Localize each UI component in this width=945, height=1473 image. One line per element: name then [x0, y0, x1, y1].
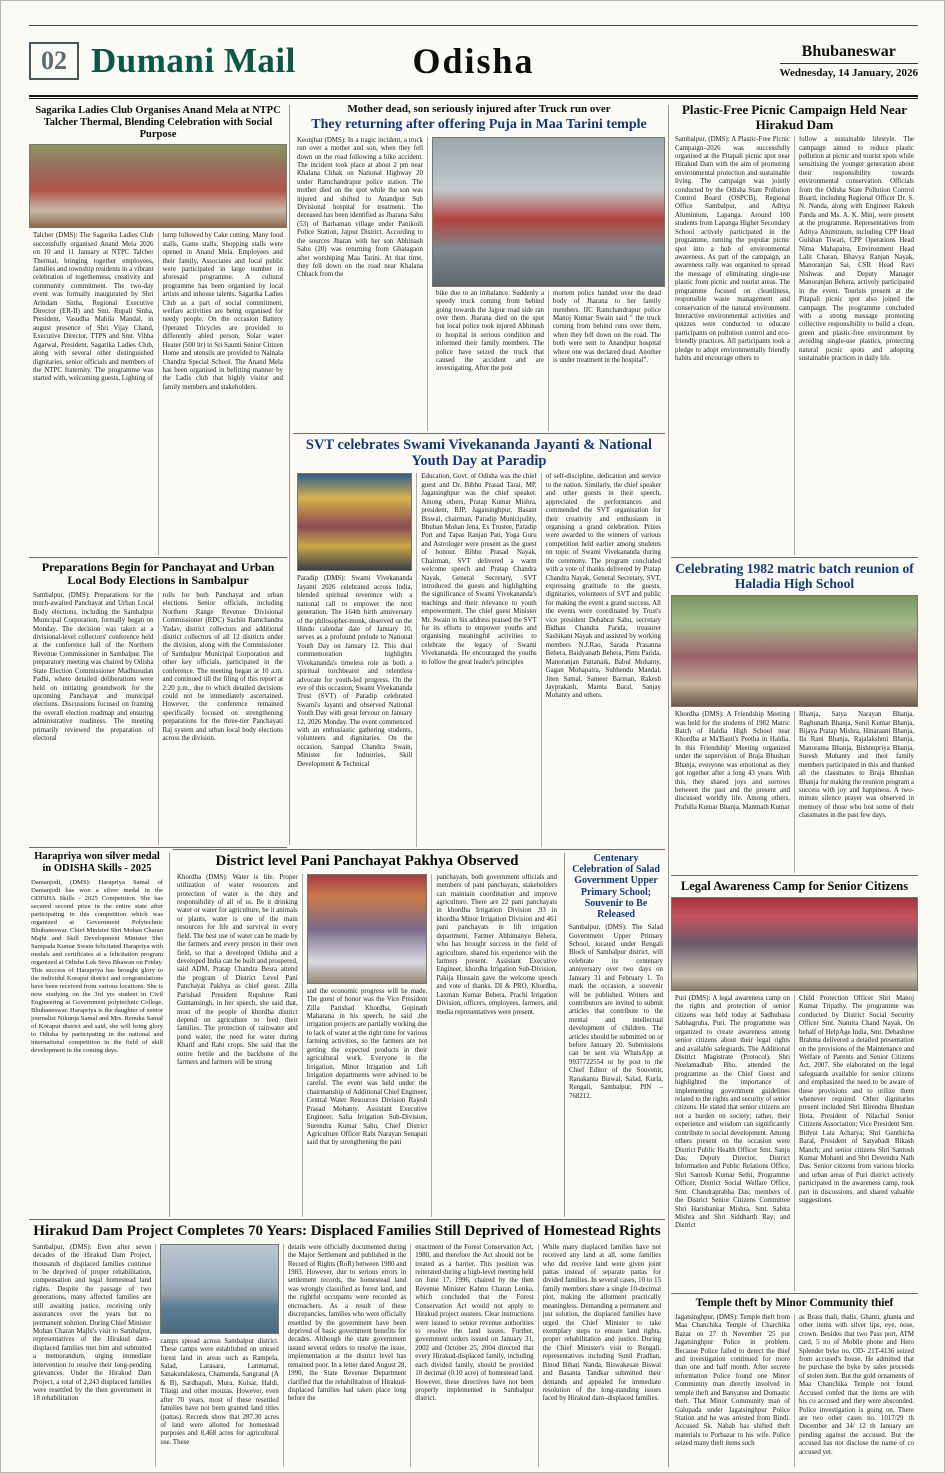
headline: Celebrating 1982 matric batch reunion of Haladia High School: [675, 561, 914, 592]
body-column: Bhanja, Satya Narayan Bhanja, Raghunath Bhanja, Sunil Kumar Bhanja, Bijaya Pratap Mishra, Hinaraani Bhanja, Ila Rani Bhanja, Rajalakshmi Bhanja, Manorama Bhanja, Bishnupriya Bhanja, Suresh Mohanty and their family members participated in this and thanked all the classmates to Braja Bhushan Bhanja for making the reunion program a success with joy and happiness. A two-minute silence prayer was observed in memory of those who lost some of their classmates in the past few days.: [794, 711, 918, 873]
body-text: camps spread across Sambalpur district. These camps were established on unused forest land in areas such as Rampela, Salad, Larasara, Lanmamal, Sanakundakesra, Chamunda, Sangranal (A & B), Sardhapali, Mura, Kulsar, Haldi, Tilaigi and other mouzas. However, even after 70 years, most of these resettled families have not been granted land titles (pattas). Records show that 287.30 acres of land were allotted for homestead purposes and 8,468 acres for agricultural use. These: [160, 1337, 279, 1446]
body-column: Child Protection Officer Shri Manoj Kumar Tripathy. The programme was conducted by District Social Security Officer Smt. Namita Chand Nayak. On behalf of HelpAge India, Smt. Debashree Brahma delivered a detailed presentation on the provisions of the Maintenance and Welfare of Parents and Senior Citizens Act, 2007. She elaborated on the legal safeguards available for senior citizens and emphasized the need to be aware of these provisions and to utilize them whenever required. Other dignitaries present included Shri Birendra Bhushan Hota, President of Nilachal Senior Citizens Association; Vice President Smt. Bidyut Lata Acharya; Shri Gunthicha Baral, President of Satyabadi Bikash Manch; and senior citizens Shri Santosh Kumar Mohanti and Shri Devendra Nath Das. Senior citizens from various blocks and urban areas of Puri district actively participated in the awareness camp, took part in discussions, and shared valuable suggestions.: [794, 995, 918, 1291]
edition-info: [780, 43, 918, 79]
body-column: Sambalpur, (DMS): A Plastic-Free Picnic Campaign–2026 was successfully organised at the Pitapali picnic spot near Hirakud Dam with the aim of promoting environmental protection and sustainable living. The campaign was jointly conducted by the Odisha State Pollution Control Board (OSPCB), Regional Office Sambalpur, and Aditya Aluminium, Lapanga. Around 100 students from Lapanga Higher Secondary School actively participated in the programme, turning the popular picnic spot into a hub of environmental awareness. As part of the campaign, an awareness rally was organised to spread the message of eliminating single-use plastic from picnic and tourist areas. The programme focused on cleanliness, responsible waste management and conservation of the natural environment. Interactive environmental activities and quizzes were conducted to educate participants on pollution control and eco-friendly practices. All participants took a pledge to adopt environmentally friendly habits and encourage others to: [675, 136, 790, 363]
headline: SVT celebrates Swami Vivekananda Jayanti & National Youth Day at Paradip: [305, 437, 653, 470]
body-column: lump followed by Cake cutting. Many food stalls, Game stalls, Shopping stalls were opened in Anand Mela. Employees and their family, Associates and local public were participated in large number in aforesaid programme. A cultural programme has been organised by local artists and inhouse talents. Sagarika Ladies Club as a part of social commitment, welfare activities are being organised for needy people. On the occasion Battery Operated Tricycles are provided to differently abled person, Solar water Heater (500 ltr) to Sri Saunti Senior Citizen Home and utensils are provided to Nalnala Chandra Special School. The Anand Mela has been organised in befitting manner by the Ladis club that highly visitor and family members and stakeholders.: [158, 232, 288, 555]
article-svt-jayanti: [293, 437, 665, 847]
headline: Centenary Celebration of Salad Government Upper Primary School; Souvenir to Be Released: [572, 853, 660, 920]
headline: Hirakud Dam Project Completes 70 Years: Displaced Families Still Deprived of Homestead Rights: [33, 1223, 661, 1239]
section-divider: [173, 849, 665, 850]
reunion-group-photo: [671, 595, 918, 707]
article-temple-theft: [671, 1297, 918, 1467]
section-divider: [671, 875, 918, 876]
article-right-block: [427, 137, 665, 431]
body-column: panchayats, both government officials and members of pani panchayats, stakeholders can maintain coordination and improve agriculture. There are 22 pani panchayats in khordha Irrigation Division ,93 in khordha Minor Irrigation Division and 461 pani panchayats in lift irrigation department. Farmer Abhimanyu Behera, who has brought success in the field of agriculture, shared his experience with the farmers present. Assistant Executive Engineer, khordha Irrigation Sub-Division, Pakija Hussain gave the welcome speech and vote of thanks. DI & PRO, Khordha, Laxman Kumar Behera, Prachi Irrigation Division, officers, employees, farmers, and media representatives were present.: [431, 874, 561, 1217]
body-column: Khordha (DMS): Water is life. Proper utilization of water resources and protection of water is the duty and responsibility of all of us. Be it drinking water or water for agriculture, be it animals or plants, water is one of the main resources for life and survival in every field. The best use of water can be made by the farmers and every person in their own field, so that a developed Odisha and a developed India can be built and prospered, said ADM, Pratap Chandra Besra attend the program of District Level Pani Panchayat Pakhya as chief guest. Zilla Parishad President Rupshree Rani Gumansingh, in her speech, she said that, most of the people of khordha district depend on agriculture to feed their families. The protection of rainwater and pond water, the need for water during Kharif and Rabi crops. She said that the entire fertile and the backbone of the farmers and farmers will be strong: [177, 873, 298, 1067]
article-anand-mela: [29, 105, 287, 555]
body-column: as Brass thali, thalis, Ghanti, ghanta and other items with silver lips, eye, nose, crown. Besides that two Pass port, ATM card, 5 no of Mobile phone and Hero Splender byke no. OD- 21T-4136 seized from accused's house. He admitted that he purchase the byke by sales proceeds of stolen item. But the gold ornaments of Maa Chanchika Temple not found. Accused confed that the items are with his co accused and they were absconded. Police investigation is going on. There are two other cases no. 1017/29 th December and 34/ 12 th January are pending against the accused. But the accused has not disclose the name of co accused yet.: [794, 1314, 918, 1467]
headline: Harapriya won silver medal in ODISHA Skills - 2025: [34, 851, 160, 874]
headline: Preparations Begin for Panchayat and Urban Local Body Elections in Sambalpur: [41, 561, 275, 588]
body-column: [293, 473, 416, 847]
page-number: 02: [29, 42, 79, 80]
pani-panchayat-photo: [307, 874, 428, 984]
headline: Sagarika Ladies Club Organises Anand Mela at NTPC Talcher Thermal, Blending Celebration with Social Purpose: [35, 105, 281, 140]
article-pani-panchayat: [173, 853, 561, 1217]
page-header: [29, 25, 918, 97]
body-column: Khordha (DMS): A Friendship Meeting was held for the students of 1982 Matric Batch of Haldia High School near Khordha at Ma'Bauti's Peetha in Haldia. In this Friendship' Meeting organized under the supervision of Braja Bhushan Bhanja, everyone was emotional as they got together after a long 43 years. With this, they shared joys and sorrows between the past and the present and discussed worldly life. Among others, Prafulla Kumar Bhanja, Manmath Kumar: [675, 711, 790, 811]
body-column: Jagatsinghpur, (DMS): Temple theft from Maa Chanchika Temple of Charchika Bazar on 27 th November '25 put Jagatsinghpur Police in problem. Because Police failed to detect the thief and investigation continued for more than one and half month. After secrete information Police found one Minor Community man directly involved in temple theft and Banyansu and Domastic theft. That Minor Community man of Galupada under Jagatsinghpur Police Station and he was arrested from Bindi. Accused Sk. Nabab has shifted theft materials to Porbazar to his wife. Police seized many theft items such: [675, 1313, 790, 1448]
kicker-headline: Mother dead, son seriously injured after Truck run over: [347, 103, 611, 115]
article-truck-accident: [293, 103, 665, 431]
body-column: Puri (DMS): A legal awareness camp on the rights and protection of senior citizens was held today at Sadhubasa Sabhagruha, Puri. The programme was organized to create awareness among senior citizens about their legal rights and available safeguards. The Additional District Magistrate (Protocol), Shri Neelamadhab Bho, attended the programme as the Chief Guest and highlighted the importance of implementing government guidelines related to the rights and security of senior citizens. He stated that senior citizens are not a burden on society; rather, their experience and wisdom can significantly contribute to social development. Among others present on the occasion were District Public Health Officer Smt. Sanju Das, Deputy Director, District Information and Public Relations Office, Shri Santosh Kumar Sethi, Programme Officer, District Social Welfare Office, Smt. Chandraprabha Das; members of the District Senior Citizens Committee Shri Harishankar Mishra, Smt. Sabita Mishra and Shri Siddharth Ray; and District: [675, 995, 790, 1230]
column-divider: [564, 853, 565, 1217]
article-plastic-free-campaign: [671, 103, 918, 555]
edition-city: Bhubaneswar: [780, 43, 918, 64]
accident-scene-photo: [432, 137, 665, 287]
body-column: Sambalpur, (DMS): Even after seven decades of the Hirakud Dam Project, thousands of displaced families continue to be deprived of proper rehabilitation, compensation and legal homestead land rights. Despite the passage of two generations, many affected families are still awaiting justice, receiving only assurances over the years but no permanent solution. During Chief Minister Mohan Charan Majhi's visit to Sambalpur, representatives of the Hirakud dam–displaced families met him and submitted a memorandum, urging immediate intervention to resolve their long-pending grievances. Under the Hirakud Dam Project, a total of 2,243 displaced families were resettled by the then government in 18 rehabilitation: [33, 1243, 152, 1403]
section-divider: [671, 1293, 918, 1294]
body-column: [302, 874, 432, 1217]
body-text: and the economic progress will be made. The guest of honor was the Vice President Zilla Parishad Khordha, Gopinath Maharana in his speech, he said ,the irrigation projects are partially working due to lack of water at the right time for various farming activities, so the farmers are not getting the expected products in their agricultural work. Everyone in the Irrigation, Minor Irrigation and Lift Irrigation departments were advised to be careful. The event was held under the chairmanship of Additional Chief Engineer, Central Water Resources Division Rajesh Prasad Mohanty. Assistant Executive Engineer, Salia Irrigation Sub-Division, Surendra Kumar Sahu, Chief District Agriculture Officer Rabi Narayan Senapati said that by strengthening the pani: [306, 987, 428, 1147]
column-divider: [169, 853, 170, 1217]
body-text: Damanjodi, (DMS): Harapriya Samal of Damanjodi has won a silver medal in the ODISHA Skills - 2025 Competition. She has secured second prize in the entire state after participating in this competition which was organized at Government Polytechnic Bhubaneswar. Chief Minister Shri Mohan Charan Majhi and Skill Development Minister Shri Sampada Kumar Swain felicitated Harapriya with medals and certificates at a felicitation program organized at Odisha Lok Seva Bhawan on Friday. This success of Harapriya has brought glory to the individul Koraput district and congratulations have been received from various locations. She is now studying on the 3rd yrs student in Civil Engineering at Government polytechnic College, Bhubaneswar. Harapriya is the daughter of senior journalist Nikunja Samal and Mrs. Renuka Samal of Koraput district and said, she will bring glory to Odisha by participating in the national and international competition in the field of skill development in the coming days.: [31, 878, 163, 1055]
body-column: bike due to an imbalance. Suddenly a speedy truck coming from behind going towards the Jajpur road side ran over them. Jharana died on the spot but local police took injured Abhinash to hospital in serious condition and informed their family members. The police have seized the truck that caused the accident and are investigating. After the post: [436, 289, 544, 373]
headline: Temple theft by Minor Community thief: [695, 1297, 894, 1309]
section-divider: [29, 1219, 665, 1220]
section-divider: [671, 557, 918, 558]
section-divider: [293, 433, 665, 434]
column-divider: [289, 105, 290, 845]
section-divider: [29, 557, 287, 558]
body-column: mortem police handed over the dead body of Jharana to her family members. IIC Ramchandrapur police Manoj Kumar Swain said " the truck coming from behind runs over them, when they fell down on the road. The both were sent to Anandpur hospital where one was declared dead. Another is under treatment in the hospital".: [548, 290, 665, 431]
article-hirakud-70-years: [29, 1223, 665, 1467]
awareness-camp-photo: [671, 897, 918, 991]
hirakud-dam-photo: [160, 1244, 278, 1334]
body-column: [155, 1244, 282, 1467]
masthead: Dumani Mail: [91, 40, 296, 80]
body-column: follow a sustainable lifestyle. The campaign aimed to reduce plastic pollution at picnic and tourist spots while sensitising the younger generation about their responsibility towards environmental conservation. Officials from the Odisha State Pollution Control Board, including Regional Officer Dr. S. N. Nanda, along with Engineer Rakesh Panda and Ms. A. K. Minj, were present at the programme. Representatives from Aditya Aluminium, including CPP Head Gulshan Tiwari, CPP Operations Head Nima Mahapatra, Environment Head Lalit Charan, Bhavya Ranjan Nayak, Manoranjan Sai, CSR Head Ravi Nishwas and Deputy Manager Manoranjan Behera, actively participated in the event. Tourists present at the Pitapali picnic spot also joined the campaign. The programme concluded with a strong message promoting collective responsibility to build a clean, green and plastic-free environment by avoiding single-use plastics, protecting natural picnic spots and adopting sustainable practices in daily life.: [794, 136, 918, 555]
body-text: Sambalpur, (DMS): The Salad Government Upper Primary School, located under Rengali Block of Sambalpur district, will celebrate its centenary anniversary over two days on January 31 and February 1. To mark the occasion, a souvenir will be published. Writers and contributors are invited to submit articles that contribute to the mental and intellectual development of children. The articles should be submitted on or before January 20. Submissions can be sent via WhatsApp at 9937722554 or by post to the Chief Editor of the Souvenir, Ranakanta Biswal, Salad, Kurla, Rengali, Sambalpur, PIN – 768212.: [569, 924, 663, 1100]
body-column: of self-discipline, dedication and service to the nation. Similarly, the chief speaker and other guests in their speech, appreciated the performances and commended the SVT organisation for their creativity and enthusiasm in organising a grand celebration. Prizes were awarded to the winners of various competition held earlier among students on topic of Swami Vivekananda during the ceremony. The program concluded with a vote of thanks delivered by Pratap Chandra Nayak, General Secretary, SVT, expressing gratitude to the guests, dignitaries, volunteers of SVT and public for making the event a grand success. All the events were coordinated by Trust's vice president Debabrat Sahu, secretary Bidhan Chandra Parida, treasurer Sashikant Nayak and assisted by working members N.J.Rao, Sarada Prasanna Behera, Baidyanath Behera, Pintu Parida, Manoranjan Pattanaik, Babul Mohanty, Gagan Mohapatra, Subhendu Mandal, Jiten Samal, Sameer Barman, Rakesh Jayprakash, Mamta Baral, Sanjay Mohanty and others.: [541, 473, 665, 847]
headline: Legal Awareness Camp for Senior Citizens: [680, 879, 909, 893]
article-legal-awareness: [671, 879, 918, 1291]
body-column: Sambalpur, (DMS): Preparations for the much-awaited Panchayat and Urban Local Body elections, including the Sambalpur Municipal Corporation, formally began on Monday. The decision was taken at a divisional-level collectors' conference held at the conference hall of the Northern Revenue Commissioner in Sambalpur. The preparatory meeting was chaired by Odisha State Election Commissioner Madhusudan Padhi, where detailed deliberations were held on initiating groundwork for the upcoming Panchayat and municipal elections. Discussions focused on framing the overall election roadmap and ensuring administrative readiness. The meeting primarily reviewed the preparation of electoral: [33, 591, 154, 743]
body-column: rolls for both Panchayat and urban elections. Senior officials, including Northern Range Revenue Divisional Commissioner (RDC) Sachin Ramchandra Yadav, district collectors and additional district collectors of all 12 districts under the division, along with the Commissioner of Sambalpur Municipal Corporation and other key officials, participated in the conference. The meeting began at 10 a.m. and continued till the filing of this report at 2:20 p.m., due to which detailed decisions could not be immediately ascertained. However, the conference remained specifically focused on strengthening preparations for the three-tier Panchayati Raj system and urban local body elections across the division.: [158, 592, 288, 845]
headline: District level Pani Panchayat Pakhya Observed: [215, 853, 519, 869]
body-column: Education, Govt. of Odisha was the chief guest and Dr. Bibhu Prasad Tarai, MP, Jagatsinghpur was the chief speaker. Among others, Pratap Kumar Mishra, president, BJP, Jagatsinghpur, Basant Biswal, chairman, Paradip Municipality, Bhuban Mohan Jena, Ex Trustee, Paradip Port and Tapas Ranjan Pati, Yoga Guru and Astrologer were present as the guest of honour. Bibhu Prasad Nayak, Chairman, SVT delivered a warm welcome speech and Pratap Chandra Nayak, General Secretary, SVT introduced the guests and highlighting the significance of Swami Vivekananda's teachings and their relevance to youth empowerment. The chief guest Minister Mr. Swain in his address praised the SVT for its efforts to empower youths and organising meaningful activities to celebrate the legacy of Swami Vivekananda. He encouraged the youths to follow the great leader's principles: [416, 473, 540, 847]
edition-date: Wednesday, 14 January, 2026: [779, 66, 918, 79]
section-title: Odisha: [412, 40, 535, 81]
svt-event-photo: [297, 473, 412, 571]
article-centenary-souvenir: [567, 853, 665, 1217]
body-text: Paradip (DMS): Swami Vivekananda Jayanti 2026 celebrated across India, blended spiritual reverence with a national call to empower the next generation. The 164th birth anniversary of the philosopher-monk, observed on the Hindu calendar date of January 10, serves as a profound prelude to National Youth Day on January 12. This dual commemoration highlights Vivekananda's timeless role as both a spiritual torchbearer and relentless advocate for youth-led progress. On the eve of this occasion, Swami Vivekananda Trust (SVT) of Paradip celebrated Swami's Jayanti and observed National Youth Day with great fervour on January 12, 2026 Monday. The event commenced with an enthusiastic gathering students, volunteers and dignitaries. On the occasion, Sampad Chandra Swain, Minister for Industries, Skill Development & Technical: [297, 575, 413, 768]
article-haladia-reunion: [671, 561, 918, 873]
body-column: details were officially documented during the Major Settlement and published in the Record of Rights (RoR) between 1980 and 1983. However, due to serious errors in settlement records, the homestead land was wrongly classified as forest land, and the rightful occupants were recorded as encroachers. As a result of these discrepancies, families who were officially resettled by the government have been deprived of basic government benefits for decades. Although the state government issued several orders to resolve the issue, implementation at the district level has remained poor. In a letter dated August 28, 1990, the State Revenue Department clarified that the rehabilitation of Hirakud-displaced families had taken place long before the: [283, 1244, 410, 1467]
section-divider: [29, 847, 287, 848]
column-divider: [668, 105, 669, 1467]
article-election-preparations: [29, 561, 287, 845]
article-harapriya-medal: [29, 851, 165, 1217]
body-column: Keonjhar (DMS): In a tragic incident, a truck run over a mother and son, when they fell down on the road following a bike accident. The incident took place at about 2 pm near Khalana Chhak on National Highway 20 under Ramchandrapur police station. The mother died on the spot while the son was injured and shifted to Anandpur Sub Divisional hospital for treatment. The deceased has been identified as Jharana Sahu (53) of Barhaman village under Panikoili Police Station, Jajpur District. According to the sources Jharan with her son Abhinash Sahu (20) was returning from Ghatagaon after worshiping Maa Tarini. At that time, they fell down on the road near Khalana Chhack from the: [297, 136, 423, 279]
headline: Plastic-Free Picnic Campaign Held Near Hirakud Dam: [681, 103, 908, 132]
body-column: Talcher (DMS): The Sagarika Ladies Club successfully organised Anand Mela 2026 on 10 and 11 January at NTPC Talcher Thermal, bringing together employees, families and township residents in a vibrant celebration of togetherness, creativity and community commitment. The two-day event was formally inaugurated by Shri Arindam Sinha, Regional Executive Director (ER-II) and Smt. Rupali Sinha, President, Vasudha Mahila Mandal, in august presence of Shri Vijay Chand, Executive Director, TTPS and Smt. Vibha Agarwal, President, Sagarika Ladies Club, along with several other distinguished dignitaries, senior officials and members of the NTPC fraternity. The programme was started with, welcoming guests, Lighting of: [33, 232, 154, 383]
headline: They returning after offering Puja in Maa Tarini temple: [311, 117, 647, 132]
body-column: enactment of the Forest Conservation Act, 1980, and therefore the Act should not be treated as a barrier. This position was reiterated during a high-level meeting held on June 17, 1996, chaired by the then Revenue Minister Kahnu Charan Lenka, which concluded that the Forest Conservation Act would not apply to Hirakud project oustees. Clear instructions were issued to senior revenue authorities to resolve the land issues. Further, government orders issued on January 31, 2002 and October 25, 2004 directed that every Hirakud-displaced family, including each divided family, should be provided 10 decimal (0.10 acre) of homestead land. However, these directives have not been properly implemented in Sambalpur district.: [410, 1244, 537, 1467]
anand-mela-photo: [29, 144, 287, 228]
body-column: While many displaced families have not received any land at all, some families who did receive land were given joint pattas instead of separate pattas for divided families. In several cases, 10 to 15 family members share a single 10-decimal plot, making the allotment practically meaningless. Demanding a permanent and just solution, the displaced families have urged the Chief Minister to take exemplary steps to ensure land rights, proper rehabilitation and justice. During the Chief Minister's visit to Rengali, representatives including Sunil Pradhan, Binod Bihari Nanda, Biswakesan Biswal and Basanta Tandkar submitted their demands and appealed for immediate resolution of the long-standing issues faced by Hirakud dam–displaced families.: [538, 1244, 665, 1467]
